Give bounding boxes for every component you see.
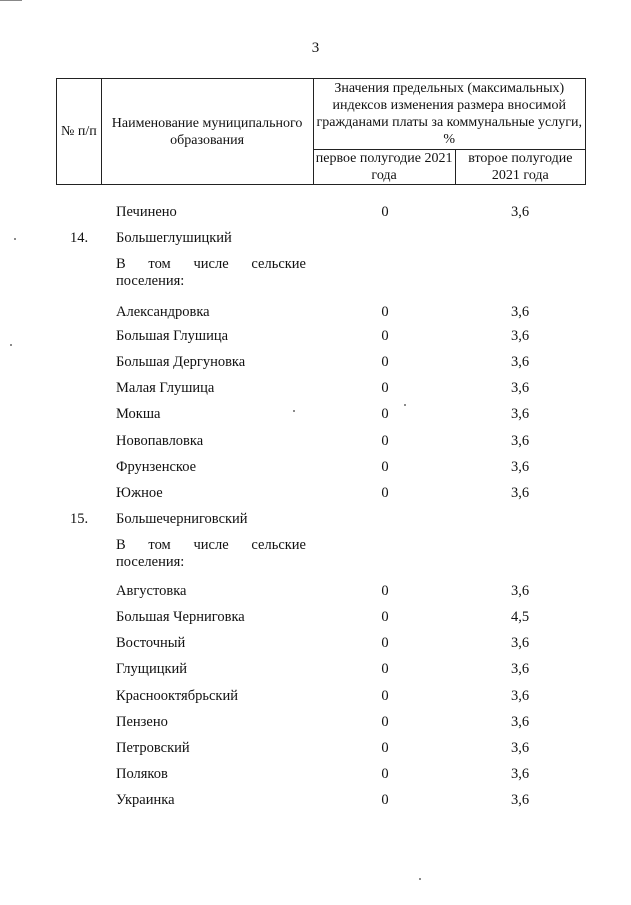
row-value-first-half: 0 [381, 688, 389, 704]
row-name: Большечерниговский [116, 511, 248, 527]
table-row [0, 457, 631, 477]
row-value-first-half: 0 [381, 583, 389, 599]
row-number: 14. [70, 230, 89, 246]
row-value-second-half: 3,6 [510, 583, 530, 599]
row-name: Большая Дергуновка [116, 354, 246, 370]
table-row [0, 326, 631, 346]
row-name: Восточный [116, 635, 186, 651]
table-row-district [0, 228, 631, 248]
row-name: Поляков [116, 766, 168, 782]
row-value-second-half: 3,6 [510, 328, 530, 344]
subhead-rural-settlements: В том числе сельские поселения: [116, 537, 306, 570]
scan-speck [404, 404, 406, 406]
table-row [0, 790, 631, 810]
row-name: Краснооктябрьский [116, 688, 238, 704]
table-row [0, 712, 631, 732]
header-col-group: Значения предельных (максимальных) индексов изменения размера вносимой гражданами платы за коммунальные услуги, % [313, 79, 585, 150]
row-value-first-half: 0 [381, 433, 389, 449]
table-row [0, 431, 631, 451]
row-value-second-half: 3,6 [510, 304, 530, 320]
row-name: Пензено [116, 714, 168, 730]
table-row [0, 607, 631, 627]
row-value-first-half: 0 [381, 792, 389, 808]
row-value-second-half: 3,6 [510, 714, 530, 730]
row-value-first-half: 0 [381, 714, 389, 730]
row-value-second-half: 3,6 [510, 433, 530, 449]
row-value-first-half: 0 [381, 459, 389, 475]
row-name: Печинено [116, 204, 177, 220]
row-value-second-half: 4,5 [510, 609, 530, 625]
table-row [0, 483, 631, 503]
row-name: Большеглушицкий [116, 230, 232, 246]
row-value-second-half: 3,6 [510, 766, 530, 782]
row-name: Малая Глушица [116, 380, 215, 396]
table-row-district [0, 509, 631, 529]
table-row [0, 738, 631, 758]
row-name: Петровский [116, 740, 190, 756]
row-name: Фрунзенское [116, 459, 197, 475]
table-row [0, 764, 631, 784]
row-value-second-half: 3,6 [510, 204, 530, 220]
header-col-number: № п/п [57, 79, 102, 185]
row-value-first-half: 0 [381, 328, 389, 344]
scan-speck [419, 878, 421, 880]
row-value-second-half: 3,6 [510, 459, 530, 475]
row-value-second-half: 3,6 [510, 688, 530, 704]
row-number: 15. [70, 511, 89, 527]
row-value-first-half: 0 [381, 380, 389, 396]
row-value-second-half: 3,6 [510, 380, 530, 396]
scan-speck [293, 410, 295, 412]
table-row [0, 352, 631, 372]
subhead-rural-settlements: В том числе сельские поселения: [116, 256, 306, 289]
row-value-second-half: 3,6 [510, 354, 530, 370]
header-col-name: Наименование муниципального образования [101, 79, 313, 185]
table-row [0, 404, 631, 424]
row-value-first-half: 0 [381, 304, 389, 320]
row-name: Глущицкий [116, 661, 188, 677]
scan-speck [10, 344, 12, 346]
table-row [0, 581, 631, 601]
row-value-second-half: 3,6 [510, 792, 530, 808]
table-row [0, 633, 631, 653]
row-name: Александровка [116, 304, 210, 320]
row-value-first-half: 0 [381, 766, 389, 782]
row-value-first-half: 0 [381, 354, 389, 370]
row-value-first-half: 0 [381, 609, 389, 625]
row-value-second-half: 3,6 [510, 740, 530, 756]
row-name: Южное [116, 485, 163, 501]
row-name: Большая Черниговка [116, 609, 245, 625]
row-value-second-half: 3,6 [510, 661, 530, 677]
table-row [0, 302, 631, 322]
page-number: 3 [311, 40, 320, 56]
row-value-second-half: 3,6 [510, 635, 530, 651]
table-row [0, 378, 631, 398]
row-name: Украинка [116, 792, 175, 808]
row-value-first-half: 0 [381, 406, 389, 422]
row-value-first-half: 0 [381, 635, 389, 651]
row-name: Большая Глушица [116, 328, 229, 344]
row-value-first-half: 0 [381, 661, 389, 677]
row-name: Августовка [116, 583, 187, 599]
row-name: Новопавловка [116, 433, 204, 449]
table-row [0, 202, 631, 222]
row-name: Мокша [116, 406, 161, 422]
row-value-first-half: 0 [381, 485, 389, 501]
row-value-first-half: 0 [381, 740, 389, 756]
scan-speck [14, 238, 16, 240]
row-value-second-half: 3,6 [510, 485, 530, 501]
table-row [0, 686, 631, 706]
table-row [0, 659, 631, 679]
row-value-second-half: 3,6 [510, 406, 530, 422]
header-col-second-half: второе полугодие 2021 года [455, 150, 585, 185]
row-value-first-half: 0 [381, 204, 389, 220]
header-col-first-half: первое полугодие 2021 года [313, 150, 455, 185]
